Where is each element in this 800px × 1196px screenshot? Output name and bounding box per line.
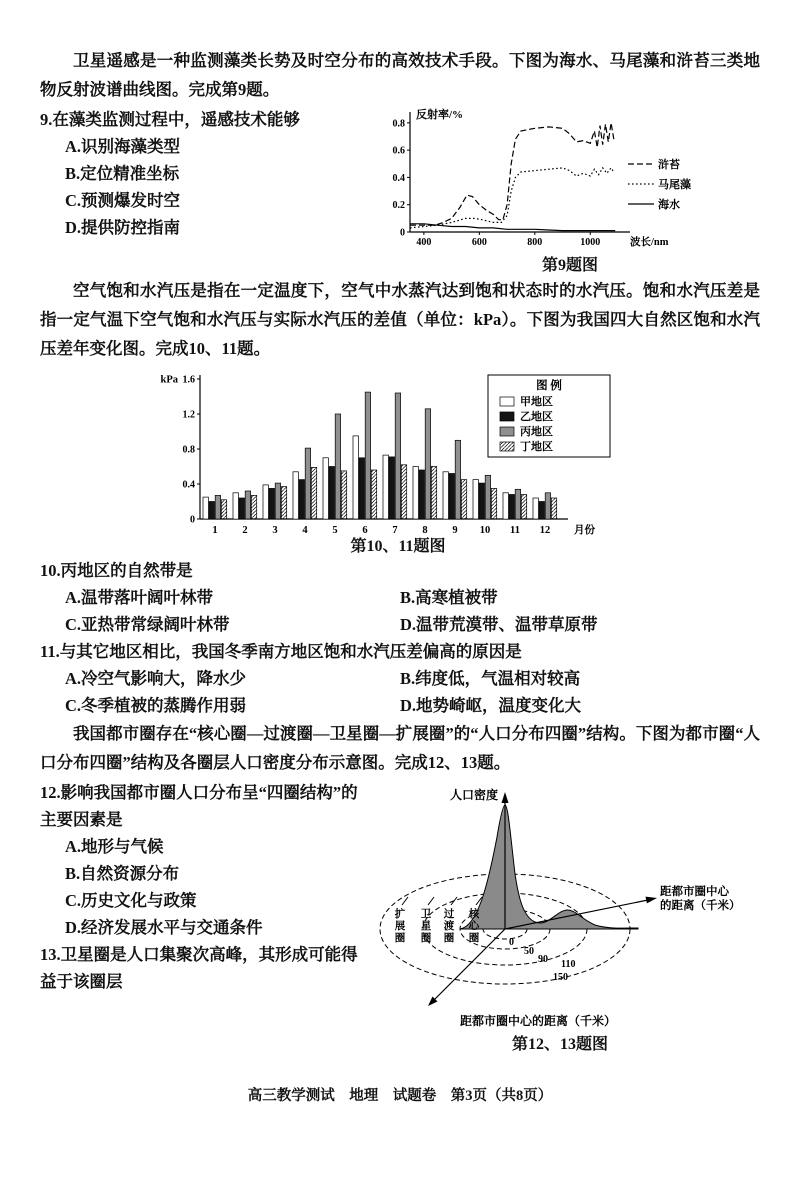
ring-label-卫星圈: 卫星圈	[420, 909, 432, 944]
bar-甲地区-m3	[263, 485, 268, 519]
ring-label-扩展圈: 扩展圈	[394, 909, 406, 944]
series-浒苔	[410, 123, 614, 225]
svg-text:1000: 1000	[580, 237, 601, 248]
svg-text:图 例: 图 例	[536, 380, 562, 392]
series-海水	[410, 224, 615, 231]
population-diagram-block	[360, 779, 760, 1055]
bar-甲地区-m12	[533, 498, 538, 519]
svg-text:90: 90	[538, 954, 548, 965]
svg-text:150: 150	[553, 972, 568, 983]
spectral-reflectance-chart	[380, 106, 710, 256]
svg-text:400: 400	[416, 237, 432, 248]
bar-乙地区-m3	[269, 488, 274, 519]
bar-乙地区-m5	[329, 467, 334, 520]
vapor-pressure-bar-chart	[158, 367, 638, 537]
q10-option-c: C.亚热带常绿阔叶林带	[65, 615, 230, 634]
spectral-chart-block	[380, 106, 760, 276]
bar-丙地区-m7	[395, 393, 400, 519]
bar-乙地区-m4	[299, 480, 304, 519]
q9-option-d: D.提供防控指南	[65, 218, 181, 237]
svg-text:10: 10	[479, 525, 491, 536]
bar-乙地区-m10	[479, 483, 484, 519]
bar-丙地区-m12	[545, 493, 550, 519]
bar-丁地区-m8	[431, 467, 436, 520]
bar-乙地区-m6	[359, 458, 364, 519]
q11-options	[40, 665, 760, 719]
bar-甲地区-m4	[293, 472, 298, 519]
bar-legend	[488, 375, 610, 457]
intro-paragraph-3: 我国都市圈存在“核心圈—过渡圈—卫星圈—扩展圈”的“人口分布四圈”结构。下图为都市圈“人口分布四圈”结构及各圈层人口密度分布示意图。完成12、13题。	[40, 724, 760, 772]
q11-option-b: B.纬度低，气温相对较高	[400, 669, 581, 688]
bar-乙地区-m2	[239, 498, 244, 519]
svg-text:的距离（千米）: 的距离（千米）	[660, 900, 741, 912]
svg-text:0.2: 0.2	[392, 200, 405, 212]
bar-丁地区-m6	[371, 470, 376, 519]
svg-text:0.8: 0.8	[392, 118, 405, 130]
svg-text:9: 9	[452, 525, 458, 536]
bar-丙地区-m11	[515, 489, 520, 519]
q11-option-d: D.地势崎岖，温度变化大	[400, 696, 582, 715]
question-12-13	[40, 779, 360, 995]
svg-text:3: 3	[272, 525, 278, 536]
bar-甲地区-m1	[203, 497, 208, 519]
q10-option-a: A.温带落叶阔叶林带	[65, 588, 214, 607]
bar-丁地区-m4	[311, 467, 316, 519]
q9-option-b: B.定位精准坐标	[65, 164, 180, 183]
chart3-caption: 第12、13题图	[511, 1036, 608, 1053]
chart2-caption: 第10、11题图	[350, 538, 446, 555]
svg-text:波长/nm: 波长/nm	[630, 237, 669, 248]
svg-text:2: 2	[242, 525, 248, 536]
svg-text:甲地区: 甲地区	[520, 396, 553, 408]
svg-text:丁地区: 丁地区	[520, 441, 553, 453]
chart1-caption: 第9题图	[541, 257, 598, 274]
bar-甲地区-m7	[383, 455, 388, 519]
bar-乙地区-m1	[209, 502, 214, 520]
bar-丁地区-m12	[551, 498, 556, 519]
bar-乙地区-m11	[509, 495, 514, 520]
ring-label-核心圈: 核心圈	[468, 909, 480, 944]
q10-options	[40, 584, 760, 638]
q12-option-b: B.自然资源分布	[65, 864, 180, 883]
question-9	[40, 106, 380, 241]
bar-丁地区-m1	[221, 500, 226, 519]
question-12-13-row	[40, 779, 760, 1055]
question-9-row	[40, 106, 760, 276]
svg-text:0.4: 0.4	[182, 479, 195, 491]
q12-option-a: A.地形与气候	[65, 837, 164, 856]
svg-text:0.6: 0.6	[392, 145, 405, 157]
svg-text:乙地区: 乙地区	[520, 411, 553, 423]
density-curve	[460, 805, 638, 929]
question-11	[40, 638, 760, 719]
svg-text:1.6: 1.6	[182, 374, 195, 386]
svg-text:6: 6	[362, 525, 368, 536]
svg-text:月份: 月份	[574, 525, 595, 536]
bar-丙地区-m5	[335, 414, 340, 519]
bar-甲地区-m6	[353, 436, 358, 519]
q11-option-c: C.冬季植被的蒸腾作用弱	[65, 696, 247, 715]
bar-乙地区-m8	[419, 470, 424, 519]
bar-丙地区-m1	[215, 495, 220, 519]
bar-丁地区-m7	[401, 465, 406, 519]
svg-text:0: 0	[400, 227, 405, 239]
svg-text:11: 11	[510, 525, 520, 536]
svg-text:4: 4	[302, 525, 308, 536]
svg-text:1: 1	[212, 525, 218, 536]
vapor-pressure-chart-block	[158, 367, 638, 557]
bar-丙地区-m10	[485, 475, 490, 519]
svg-text:反射率/%: 反射率/%	[416, 109, 464, 121]
series-马尾藻	[410, 168, 614, 228]
svg-text:浒苔: 浒苔	[658, 159, 680, 171]
bar-乙地区-m7	[389, 457, 394, 519]
svg-text:距都市圈中心: 距都市圈中心	[660, 886, 729, 898]
svg-text:0: 0	[509, 937, 514, 948]
bar-甲地区-m5	[323, 458, 328, 519]
bar-丙地区-m6	[365, 392, 370, 519]
svg-text:50: 50	[524, 946, 534, 957]
bar-丁地区-m9	[461, 480, 466, 519]
svg-text:距都市圈中心的距离（千米）: 距都市圈中心的距离（千米）	[459, 1014, 617, 1028]
question-10	[40, 557, 760, 638]
q12-option-d: D.经济发展水平与交通条件	[65, 918, 263, 937]
svg-text:人口密度: 人口密度	[449, 788, 498, 802]
intro-paragraph-1: 卫星遥感是一种监测藻类长势及时空分布的高效技术手段。下图为海水、马尾藻和浒苔三类地物反射波谱曲线图。完成第9题。	[40, 51, 760, 99]
svg-text:800: 800	[527, 237, 543, 248]
bar-丁地区-m3	[281, 487, 286, 519]
q12-option-c: C.历史文化与政策	[65, 891, 197, 910]
svg-text:kPa: kPa	[160, 374, 178, 386]
intro-paragraph-2: 空气饱和水汽压是指在一定温度下，空气中水蒸汽达到饱和状态时的水汽压。饱和水汽压差是指一定气温下空气饱和水汽压与实际水汽压的差值（单位：kPa）。下图为我国四大自然区饱和水汽压差年变化图。完成10、11题。	[40, 281, 760, 358]
bar-甲地区-m8	[413, 467, 418, 520]
q10-option-b: B.高寒植被带	[400, 588, 498, 607]
q11-option-a: A.冷空气影响大，降水少	[65, 669, 247, 688]
svg-text:丙地区: 丙地区	[520, 426, 553, 438]
svg-text:马尾藻: 马尾藻	[658, 179, 691, 191]
q9-option-a: A.识别海藻类型	[65, 137, 181, 156]
svg-text:1.2: 1.2	[182, 409, 195, 421]
bar-乙地区-m9	[449, 474, 454, 520]
svg-text:0: 0	[190, 514, 195, 526]
bar-丙地区-m8	[425, 409, 430, 519]
svg-text:5: 5	[332, 525, 338, 536]
svg-text:8: 8	[422, 525, 428, 536]
bar-丙地区-m9	[455, 440, 460, 519]
svg-text:7: 7	[392, 525, 398, 536]
q13-stem: 13.卫星圈是人口集聚次高峰，其形成可能得益于该圈层	[40, 945, 358, 991]
q12-stem: 12.影响我国都市圈人口分布呈“四圈结构”的主要因素是	[40, 783, 358, 829]
q10-stem: 10.丙地区的自然带是	[40, 561, 193, 580]
svg-text:12: 12	[539, 525, 551, 536]
q9-option-c: C.预测爆发时空	[65, 191, 181, 210]
bar-甲地区-m2	[233, 493, 238, 519]
svg-text:110: 110	[561, 959, 576, 970]
ring-label-过渡圈: 过渡圈	[443, 909, 455, 944]
bar-丁地区-m2	[251, 495, 256, 519]
svg-text:海水: 海水	[658, 199, 680, 211]
population-density-diagram	[360, 779, 760, 1035]
svg-text:600: 600	[471, 237, 487, 248]
bar-乙地区-m12	[539, 502, 544, 520]
bar-甲地区-m9	[443, 472, 448, 519]
bar-丙地区-m3	[275, 483, 280, 519]
q10-option-d: D.温带荒漠带、温带草原带	[400, 615, 598, 634]
page-footer: 高三教学测试 地理 试题卷 第3页（共8页）	[247, 1088, 553, 1104]
svg-text:0.8: 0.8	[182, 444, 195, 456]
bar-丙地区-m2	[245, 491, 250, 519]
q11-stem: 11.与其它地区相比，我国冬季南方地区饱和水汽压差偏高的原因是	[40, 642, 522, 661]
q9-stem: 9.在藻类监测过程中，遥感技术能够	[40, 110, 300, 129]
bar-丁地区-m10	[491, 488, 496, 519]
bar-甲地区-m10	[473, 480, 478, 519]
bar-丁地区-m5	[341, 471, 346, 519]
bar-丁地区-m11	[521, 495, 526, 520]
svg-text:0.4: 0.4	[392, 172, 405, 184]
bar-甲地区-m11	[503, 493, 508, 519]
bar-丙地区-m4	[305, 448, 310, 519]
